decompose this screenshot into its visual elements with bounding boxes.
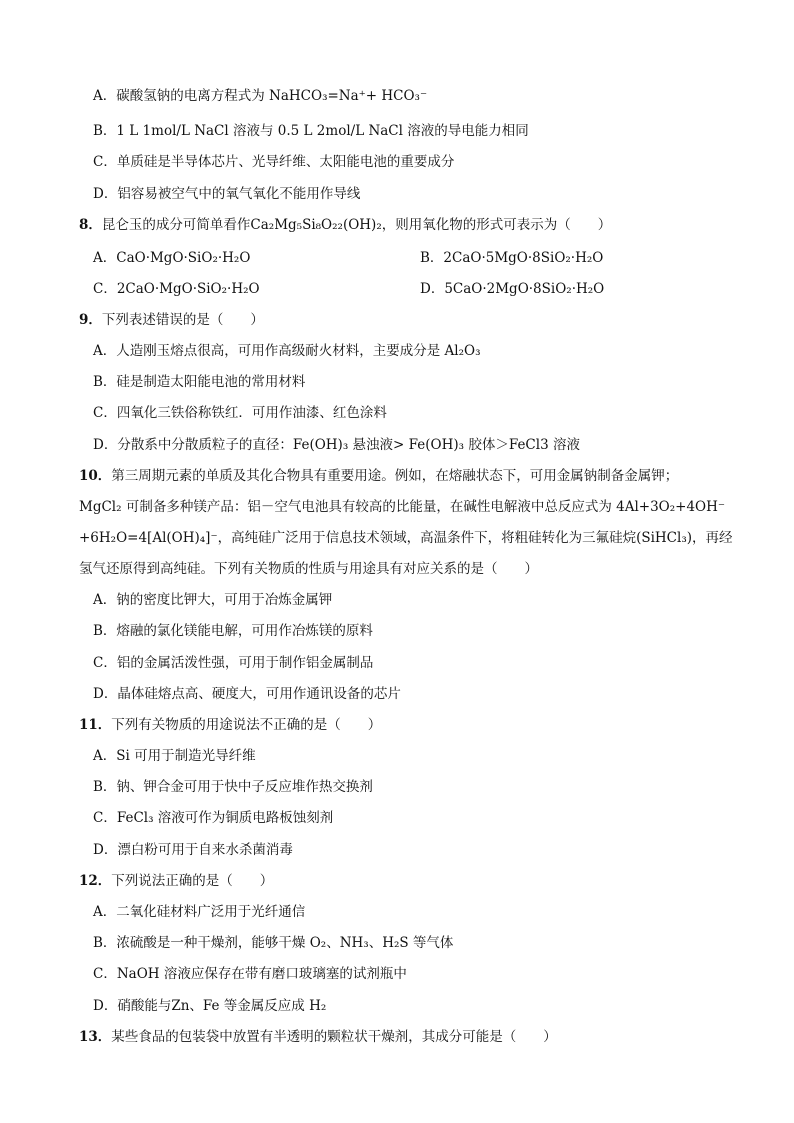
q8-option-a: A．CaO·MgO·SiO₂·H₂O [93,250,251,266]
q10-option-b: B．熔融的氯化镁能电解，可用作冶炼镁的原料 [93,623,373,639]
question-number: 9． [79,312,102,328]
question-stem: 下列说法正确的是（ ） [111,873,274,889]
question-number: 8． [79,217,102,233]
prev-option-d: D．铝容易被空气中的氧气氧化不能用作导线 [93,186,361,202]
q8-option-b: B．2CaO·5MgO·8SiO₂·H₂O [420,250,604,266]
question-13 [79,1027,557,1047]
q9-option-a: A．人造刚玉熔点很高，可用作高级耐火材料，主要成分是 Al₂O₃ [93,343,481,359]
question-number: 11． [79,717,112,733]
question-stem-line-1: 第三周期元素的单质及其化合物具有重要用途。例如，在熔融状态下，可用金属钠制备金属钾； [111,468,679,484]
question-number: 13． [79,1029,112,1045]
q10-option-c: C．铝的金属活泼性强，可用于制作铝金属制品 [93,655,374,671]
q11-option-b: B．钠、钾合金可用于快中子反应堆作热交换剂 [93,779,373,795]
q12-option-b: B．浓硫酸是一种干燥剂，能够干燥 O₂、NH₃、H₂S 等气体 [93,935,454,951]
question-number: 12． [79,873,112,889]
q10-option-a: A．钠的密度比钾大，可用于冶炼金属钾 [93,592,333,608]
question-stem-line-4: 氢气还原得到高纯硅。下列有关物质的性质与用途具有对应关系的是（ ） [79,561,538,577]
question-stem: 下列有关物质的用途说法不正确的是（ ） [111,717,382,733]
question-stem: 某些食品的包装袋中放置有半透明的颗粒状干燥剂，其成分可能是（ ） [111,1029,557,1045]
question-8 [79,215,611,235]
question-stem-line-3: +6H₂O=4[Al(OH)₄]⁻，高纯硅广泛用于信息技术领域，高温条件下，将粗硅转化为三氟硅烷(SiHCl₃)，再经 [79,530,733,546]
q9-option-b: B．硅是制造太阳能电池的常用材料 [93,374,306,390]
q12-option-a: A．二氧化硅材料广泛用于光纤通信 [93,904,306,920]
question-9 [79,310,264,330]
q11-option-d: D．漂白粉可用于自来水杀菌消毒 [93,842,293,858]
question-10 [79,466,678,486]
question-stem: 下列表述错误的是（ ） [101,312,264,328]
q8-option-c: C．2CaO·MgO·SiO₂·H₂O [93,281,260,297]
question-number: 10． [79,468,112,484]
q11-option-a: A．Si 可用于制造光导纤维 [93,748,256,764]
question-stem: 昆仑玉的成分可简单看作Ca₂Mg₅Si₈O₂₂(OH)₂，则用氧化物的形式可表示为（ ） [101,217,612,233]
q11-option-c: C．FeCl₃ 溶液可作为铜质电路板蚀刻剂 [93,810,334,826]
question-11 [79,715,381,735]
prev-option-a: A．碳酸氢钠的电离方程式为 NaHCO₃=Na⁺+ HCO₃⁻ [93,88,428,104]
q8-option-d: D．5CaO·2MgO·8SiO₂·H₂O [420,281,605,297]
question-12 [79,871,273,891]
question-stem-line-2: MgCl₂ 可制备多种镁产品：铝－空气电池具有较高的比能量，在碱性电解液中总反应式为 4Al+3O₂+4OH⁻ [79,499,726,515]
q9-option-d: D．分散系中分散质粒子的直径：Fe(OH)₃ 悬浊液> Fe(OH)₃ 胶体＞FeCl3 溶液 [93,437,580,453]
q9-option-c: C．四氧化三铁俗称铁红．可用作油漆、红色涂料 [93,405,387,421]
q12-option-d: D．硝酸能与Zn、Fe 等金属反应成 H₂ [93,998,327,1014]
prev-option-c: C．单质硅是半导体芯片、光导纤维、太阳能电池的重要成分 [93,154,455,170]
prev-option-b: B．1 L 1mol/L NaCl 溶液与 0.5 L 2mol/L NaCl 溶液的导电能力相同 [93,123,529,139]
q12-option-c: C．NaOH 溶液应保存在带有磨口玻璃塞的试剂瓶中 [93,966,407,982]
q10-option-d: D．晶体硅熔点高、硬度大，可用作通讯设备的芯片 [93,686,401,702]
